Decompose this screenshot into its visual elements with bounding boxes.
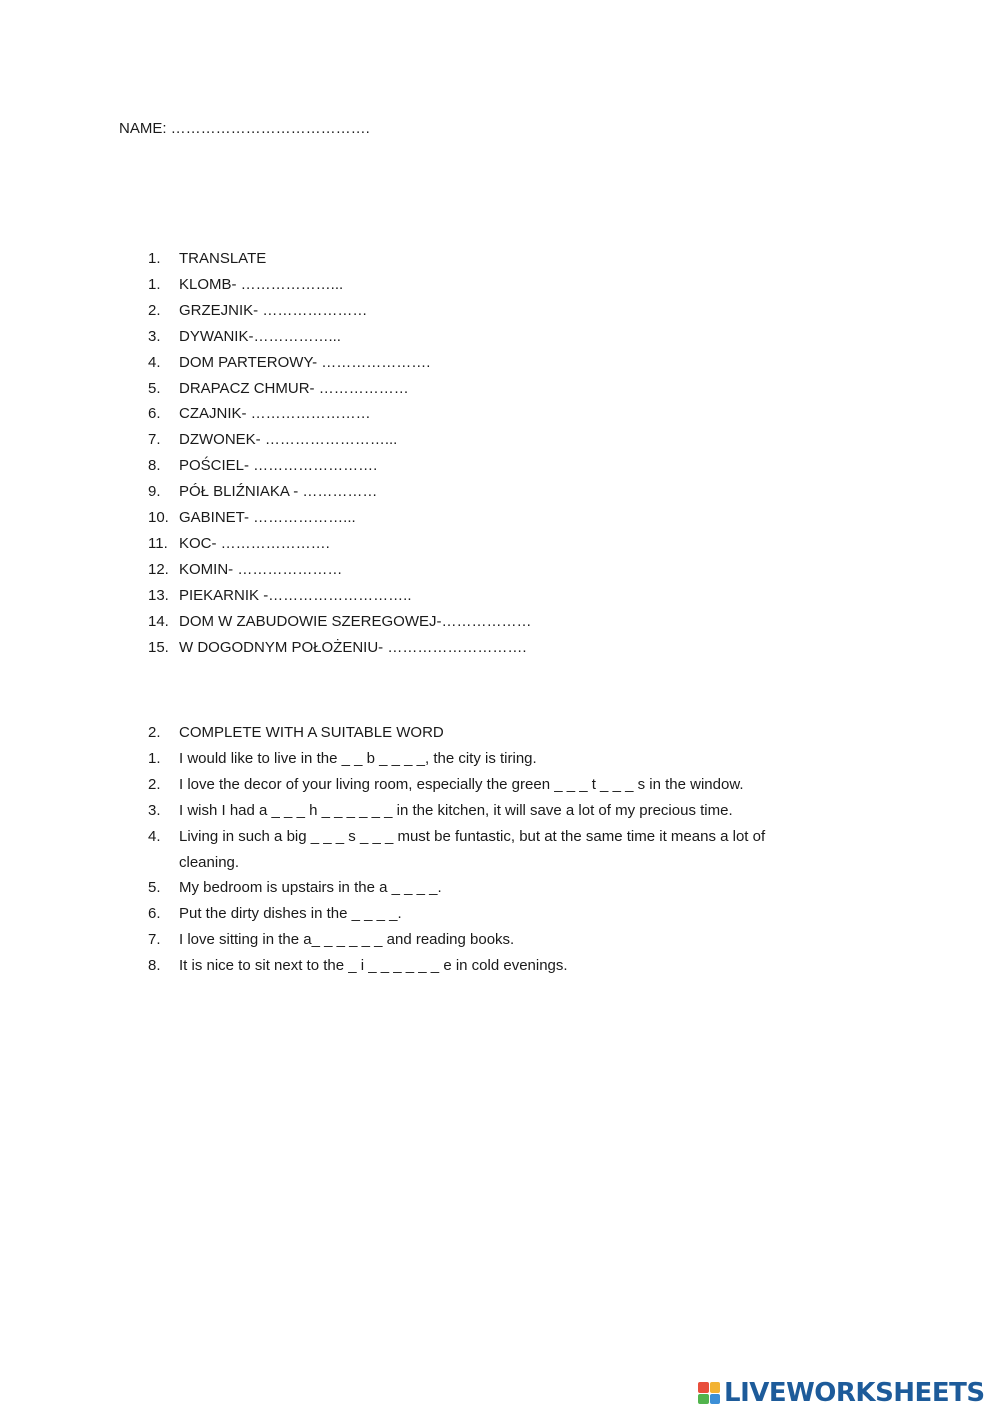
list-item: 12. KOMIN- ………………… <box>148 560 343 578</box>
list-item: 1. I would like to live in the _ _ b _ _ _ _, the city is tiring. <box>148 749 537 767</box>
list-item: 11. KOC- …………………. <box>148 534 330 552</box>
list-item: 3. I wish I had a _ _ _ h _ _ _ _ _ _ in the kitchen, it will save a lot of my precious time. <box>148 801 733 819</box>
list-item: 6. Put the dirty dishes in the _ _ _ _. <box>148 905 402 923</box>
section-title: TRANSLATE <box>179 250 267 267</box>
list-item: 1. KLOMB- ………………... <box>148 275 344 293</box>
list-item: 10. GABINET- ………………... <box>148 509 356 527</box>
name-field: NAME: …………………………………. <box>119 120 370 137</box>
section-number: 1. <box>148 250 161 267</box>
list-item: 5. My bedroom is upstairs in the a _ _ _ _. <box>148 879 442 897</box>
liveworksheets-logo-icon <box>698 1382 720 1404</box>
list-item-continuation: cleaning. <box>179 853 240 871</box>
list-item: 7. I love sitting in the a_ _ _ _ _ _ and reading books. <box>148 931 515 949</box>
list-item: 9. PÓŁ BLIŹNIAKA - …………… <box>148 483 378 501</box>
logo-tile <box>698 1382 709 1393</box>
list-item: 2. I love the decor of your living room, especially the green _ _ _ t _ _ _ s in the window. <box>148 775 744 793</box>
complete-section <box>148 720 868 979</box>
logo-text: LIVEWORKSHEETS <box>724 1378 985 1408</box>
liveworksheets-logo <box>698 1378 985 1408</box>
section-heading <box>148 246 868 272</box>
list-item: 14. DOM W ZABUDOWIE SZEREGOWEJ-……………… <box>148 612 532 630</box>
logo-tile <box>710 1394 721 1405</box>
translate-section <box>148 246 868 661</box>
list-item: 2. GRZEJNIK- ………………… <box>148 301 368 319</box>
list-item: 8. POŚCIEL- ……………………. <box>148 457 378 475</box>
section-number: 2. <box>148 724 161 741</box>
list-item: 5. DRAPACZ CHMUR- ……………… <box>148 379 409 397</box>
logo-tile <box>698 1394 709 1405</box>
list-item: 13. PIEKARNIK -……………………….. <box>148 586 412 604</box>
list-item: 8. It is nice to sit next to the _ i _ _ _ _ _ _ e in cold evenings. <box>148 957 568 975</box>
list-item: 7. DZWONEK- ……………………... <box>148 431 398 449</box>
list-item: 4. Living in such a big _ _ _ s _ _ _ must be funtastic, but at the same time it means a lot of <box>148 827 766 845</box>
section-title: COMPLETE WITH A SUITABLE WORD <box>179 724 444 741</box>
list-item: 3. DYWANIK-……………... <box>148 327 341 345</box>
list-item: 6. CZAJNIK- …………………… <box>148 405 371 423</box>
section-heading <box>148 720 868 746</box>
logo-tile <box>710 1382 721 1393</box>
list-item: 4. DOM PARTEROWY- …………………. <box>148 353 431 371</box>
list-item: 15. W DOGODNYM POŁOŻENIU- ………………………. <box>148 638 527 656</box>
